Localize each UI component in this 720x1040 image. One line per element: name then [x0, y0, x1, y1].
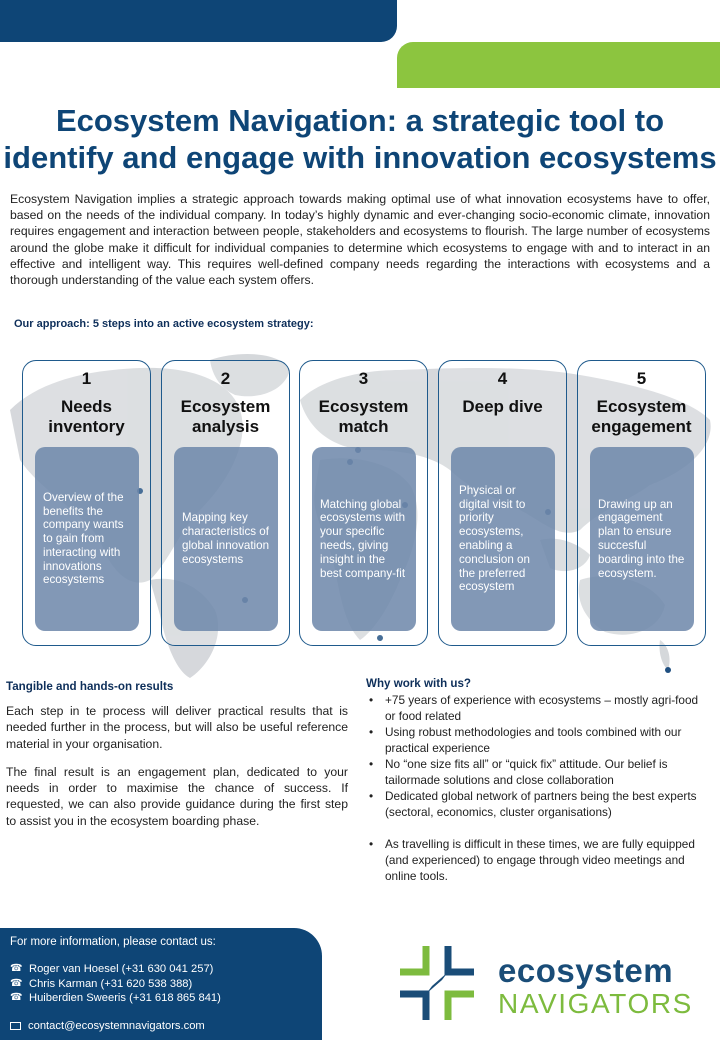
- compass-cross-icon: [396, 942, 478, 1024]
- page-title-line1: Ecosystem Navigation: a strategic tool to: [55, 103, 665, 138]
- contact-person[interactable]: [10, 977, 322, 992]
- contact-person-text: Chris Karman (+31 620 538 388): [29, 977, 193, 990]
- step-description: Overview of the benefits the company wants to gain from interacting with innovations ecosystems: [43, 490, 124, 587]
- step-description: Drawing up an engagement plan to ensure succesful boarding into the ecosystem.: [598, 497, 685, 580]
- step-title: Ecosystem analysis: [180, 397, 271, 436]
- why-list-item: • +75 years of experience with ecosystems – mostly agri-food or food related: [366, 692, 710, 724]
- step-card-1: [22, 360, 151, 646]
- header-bar-blue: [0, 0, 397, 42]
- why-list: [366, 692, 710, 884]
- results-paragraph-1: Each step in te process will deliver practical results that is needed further in the process, but will also be useful reference material in your organisation.: [6, 704, 348, 751]
- results-section: [6, 680, 348, 829]
- approach-heading: Our approach: 5 steps into an active ecosystem strategy:: [14, 318, 314, 330]
- step-card-4: [438, 360, 567, 646]
- step-description: Matching global ecosystems with your specific needs, giving insight in the best company-fit: [320, 497, 406, 580]
- step-number: 1: [81, 369, 92, 388]
- header-bar-green: [397, 42, 720, 88]
- logo-text-ecosystem: ecosystem: [498, 952, 674, 989]
- intro-paragraph: Ecosystem Navigation implies a strategic approach towards making optimal use of what innovation ecosystems have to offer, based on the needs of the individual company. In today’s highly dynamic and ever-changing socio-economic climate, innovation requires engagement and interaction between people, stakeholders and ecosystems to flourish. The large number of ecosystems around the globe make it difficult for individual companies to determine which ecosystems to engage with and to interact in an effective and intelligent way. This requires well-defined company needs regarding the interactions with ecosystems and a thorough understanding of the value each system offers.: [10, 192, 710, 288]
- contact-email-link[interactable]: [10, 1020, 322, 1032]
- step-number: 4: [497, 369, 508, 388]
- mail-icon: [10, 1022, 21, 1030]
- step-title: Ecosystem match: [318, 397, 409, 436]
- results-paragraph-2: The final result is an engagement plan, dedicated to your needs in order to maximise the chance of success. If requested, we can also provide guidance during the first step to assist you in the ecosystem boarding phase.: [6, 764, 348, 828]
- step-description-box: [35, 447, 139, 631]
- phone-icon: ☎: [10, 977, 23, 989]
- contact-person-text: Huiberdien Sweeris (+31 618 865 841): [29, 992, 221, 1004]
- page-title: [0, 102, 720, 176]
- step-number: 5: [636, 369, 647, 388]
- step-title: Deep dive: [462, 397, 543, 416]
- step-number: 2: [220, 369, 231, 388]
- contact-panel: [0, 928, 322, 1040]
- contact-person[interactable]: [10, 991, 322, 1006]
- step-description: Physical or digital visit to priority ecosystems, enabling a conclusion on the preferred ecosystem: [459, 483, 530, 594]
- contact-heading: For more information, please contact us:: [10, 936, 216, 948]
- step-description-box: [174, 447, 278, 631]
- step-number: 3: [358, 369, 369, 388]
- step-card-2: [161, 360, 290, 646]
- step-card-3: [299, 360, 428, 646]
- why-list-item: • No “one size fits all” or “quick fix” attitude. Our belief is tailormade solutions and close collaboration: [366, 756, 710, 788]
- phone-icon: ☎: [10, 963, 23, 974]
- why-section: [366, 677, 710, 884]
- step-description-box: [451, 447, 555, 631]
- page-title-line2: identify and engage with innovation ecosystems: [3, 140, 717, 175]
- step-title: Needs inventory: [48, 397, 125, 436]
- step-description-box: [312, 447, 416, 631]
- contact-email-text: contact@ecosystemnavigators.com: [28, 1019, 205, 1032]
- step-description: Mapping key characteristics of global innovation ecosystems: [182, 511, 270, 566]
- contact-list: [10, 962, 322, 1006]
- step-card-5: [577, 360, 706, 646]
- phone-icon: ☎: [10, 992, 23, 1003]
- step-title: Ecosystem engagement: [591, 397, 692, 436]
- contact-person-text: Roger van Hoesel (+31 630 041 257): [29, 963, 214, 975]
- results-heading: Tangible and hands-on results: [6, 680, 174, 693]
- step-description-box: [590, 447, 694, 631]
- contact-person[interactable]: [10, 962, 322, 977]
- why-list-item: • As travelling is difficult in these times, we are fully equipped (and experienced) to engage through video meetings and online tools.: [366, 836, 710, 884]
- why-heading: Why work with us?: [366, 677, 471, 690]
- logo-text-navigators: NAVIGATORS: [498, 988, 693, 1019]
- why-list-item: • Using robust methodologies and tools combined with our practical experience: [366, 724, 710, 756]
- company-logo: [396, 942, 696, 1022]
- why-list-item: • Dedicated global network of partners being the best experts (sectoral, economics, cluster organisations): [366, 788, 710, 820]
